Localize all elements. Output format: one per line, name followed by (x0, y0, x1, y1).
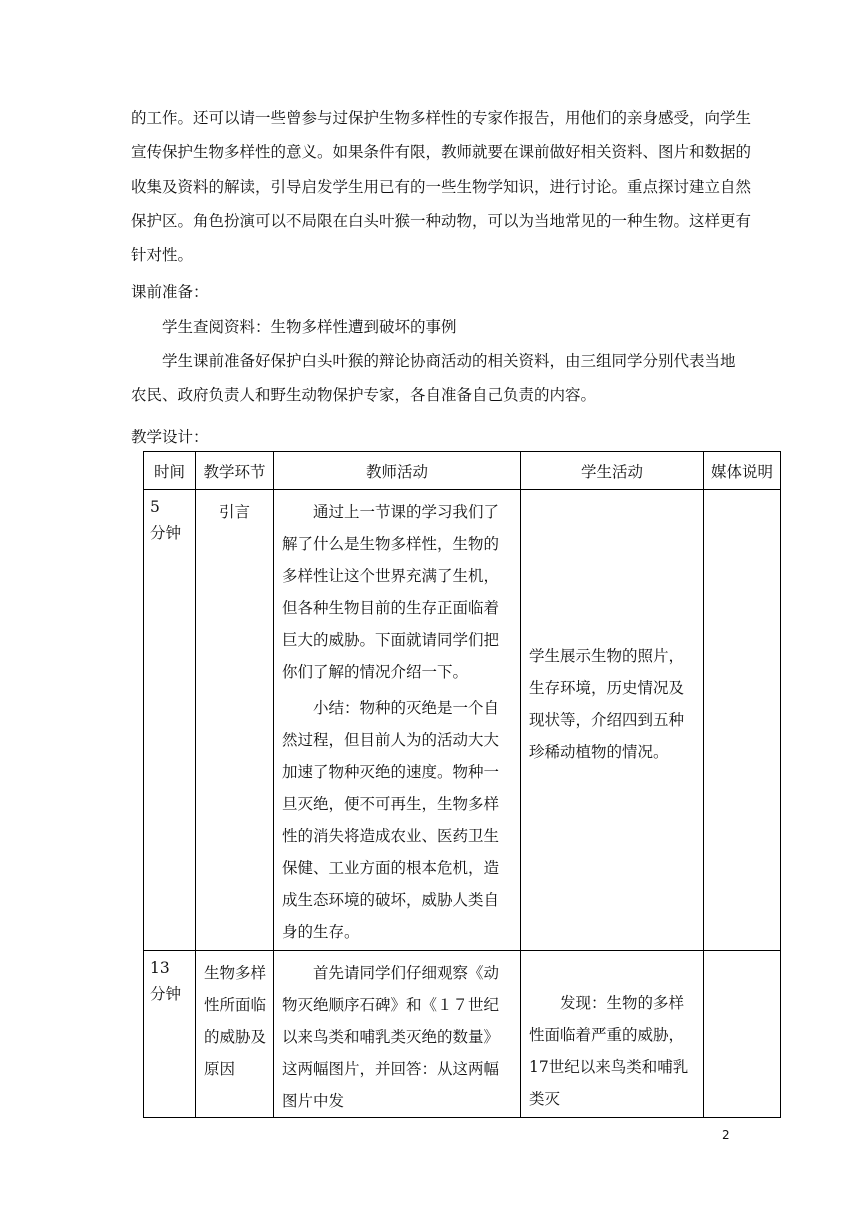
lesson-design-table (143, 451, 781, 1118)
prep-item-2: 学生课前准备好保护白头叶猴的辩论协商活动的相关资料，由三组同学分别代表当地 (162, 352, 736, 370)
prep-item-1: 学生查阅资料：生物多样性遭到破坏的事例 (162, 318, 457, 336)
header-stage: 教学环节 (196, 452, 274, 490)
teacher-paragraph: 首先请同学们仔细观察《动物灭绝顺序石碑》和《１７世纪以来鸟类和哺乳类灭绝的数量》这两幅图片，并回答：从这两幅图片中发 (282, 964, 500, 1110)
media-text (704, 951, 780, 957)
header-time: 时间 (144, 452, 196, 490)
student-activity-text: 发现：生物的多样性面临着严重的威胁，17世纪以来鸟类和哺乳类灭 (529, 994, 689, 1108)
prep-heading: 课前准备： (131, 283, 209, 301)
student-activity-text: 学生展示生物的照片，生存环境，历史情况及现状等，介绍四到五种珍稀动植物的情况。 (529, 647, 685, 761)
intro-line-2: 宣传保护生物多样性的意义。如果条件有限，教师就要在课前做好相关资料、图片和数据的 (131, 143, 752, 161)
header-student-activity: 学生活动 (521, 452, 704, 490)
page-number: 2 (722, 1128, 730, 1142)
stage-text: 生物多样性所面临的威胁及原因 (204, 964, 267, 1078)
teacher-paragraph: 通过上一节课的学习我们了解了什么是生物多样性，生物的多样性让这个世界充满了生机，但各种生物目前的生存正面临着巨大的威胁。下面就请同学们把你们了解的情况介绍一下。 (282, 503, 500, 681)
stage-text: 引言 (218, 503, 250, 521)
table-row (144, 951, 781, 1118)
time-cell (144, 490, 196, 951)
table-row (144, 490, 781, 951)
teacher-activity-cell (274, 951, 521, 1118)
intro-line-5: 针对性。 (131, 246, 194, 264)
header-media: 媒体说明 (704, 452, 781, 490)
header-teacher-activity: 教师活动 (274, 452, 521, 490)
teacher-activity-cell (274, 490, 521, 951)
intro-line-3: 收集及资料的解读，引导启发学生用已有的一些生物学知识，进行讨论。重点探讨建立自然 (131, 178, 752, 196)
media-cell (704, 951, 781, 1118)
stage-cell (196, 951, 274, 1118)
time-value: 5 (150, 498, 160, 516)
table-header-row (144, 452, 781, 490)
time-unit: 分钟 (150, 524, 182, 542)
intro-line-1: 的工作。还可以请一些曾参与过保护生物多样性的专家作报告，用他们的亲身感受，向学生 (131, 109, 752, 127)
media-text (704, 490, 780, 496)
teacher-summary: 小结：物种的灭绝是一个自然过程，但目前人为的活动大大加速了物种灭绝的速度。物种一旦灭绝，便不可再生，生物多样性的消失将造成农业、医药卫生保健、工业方面的根本危机，造成生态环境的破坏，威胁人类自身的生存。 (282, 699, 500, 941)
media-cell (704, 490, 781, 951)
student-activity-cell (521, 490, 704, 951)
design-heading: 教学设计： (131, 428, 209, 446)
intro-line-4: 保护区。角色扮演可以不局限在白头叶猴一种动物，可以为当地常见的一种生物。这样更有 (131, 212, 752, 230)
prep-item-2-cont: 农民、政府负责人和野生动物保护专家，各自准备自己负责的内容。 (131, 386, 597, 404)
time-value: 13 (150, 959, 170, 977)
time-unit: 分钟 (150, 985, 182, 1003)
time-cell (144, 951, 196, 1118)
student-activity-cell (521, 951, 704, 1118)
stage-cell (196, 490, 274, 951)
